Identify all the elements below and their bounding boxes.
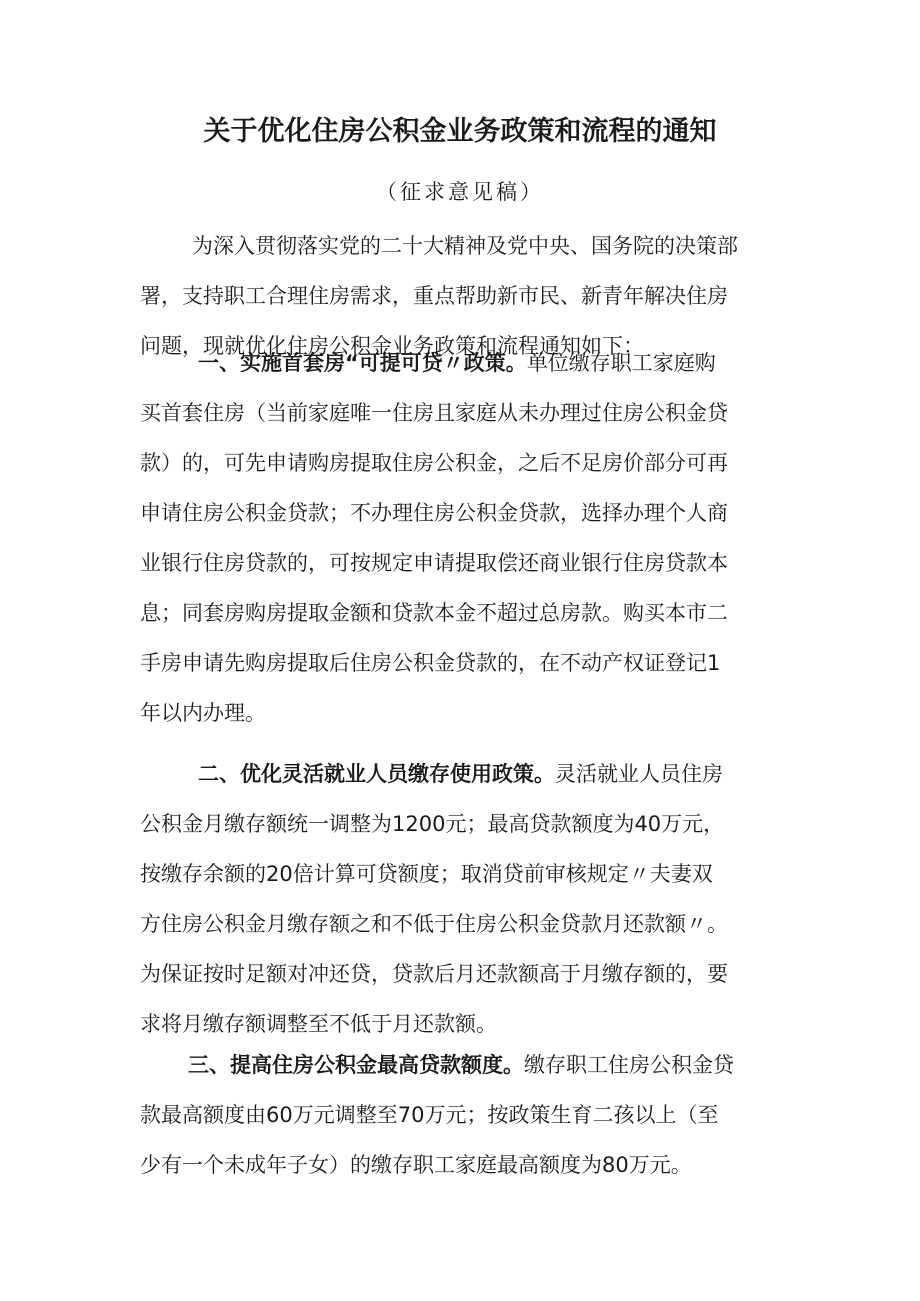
section-2-lead: 灵活就业人员住房 bbox=[555, 762, 723, 786]
paragraph-line: 少有一个未成年子女）的缴存职工家庭最高额度为80万元。 bbox=[140, 1153, 692, 1177]
paragraph-line: 方住房公积金月缴存额之和不低于住房公积金贷款月还款额〃。 bbox=[140, 912, 728, 936]
section-2-heading: 二、优化灵活就业人员缴存使用政策。 bbox=[198, 762, 555, 786]
paragraph-line: 按缴存余额的20倍计算可贷额度；取消贷前审核规定〃夫妻双 bbox=[140, 862, 713, 886]
paragraph-line: 款）的，可先申请购房提取住房公积金，之后不足房价部分可再 bbox=[140, 451, 728, 475]
section-2-paragraph bbox=[140, 749, 800, 1049]
section-3-lead: 缴存职工住房公积金贷 bbox=[524, 1053, 734, 1077]
document-title: 关于优化住房公积金业务政策和流程的通知 bbox=[203, 116, 717, 147]
paragraph-line: 申请住房公积金贷款；不办理住房公积金贷款，选择办理个人商 bbox=[140, 501, 728, 525]
section-3-paragraph bbox=[140, 1040, 800, 1190]
paragraph-line bbox=[140, 749, 800, 799]
paragraph-line: 买首套住房（当前家庭唯一住房且家庭从未办理过住房公积金贷 bbox=[140, 401, 728, 425]
paragraph-line: 年以内办理。 bbox=[140, 701, 266, 725]
paragraph-line: 业银行住房贷款的，可按规定申请提取偿还商业银行住房贷款本 bbox=[140, 551, 728, 575]
paragraph-line: 求将月缴存额调整至不低于月还款额。 bbox=[140, 1012, 497, 1036]
section-1-heading: 一、实施首套房“可提可贷〃政策。 bbox=[198, 351, 527, 375]
paragraph-line: 为深入贯彻落实党的二十大精神及党中央、国务院的决策部 bbox=[192, 234, 738, 258]
paragraph-line: 款最高额度由60万元调整至70万元；按政策生育二孩以上（至 bbox=[140, 1103, 719, 1127]
section-1-lead: 单位缴存职工家庭购 bbox=[526, 351, 716, 375]
section-1-paragraph bbox=[140, 338, 800, 738]
paragraph-line: 公积金月缴存额统一调整为1200元；最高贷款额度为40万元， bbox=[140, 812, 725, 836]
paragraph-line: 手房申请先购房提取后住房公积金贷款的，在不动产权证登记1 bbox=[140, 651, 721, 675]
paragraph-line: 息；同套房购房提取金额和贷款本金不超过总房款。购买本市二 bbox=[140, 601, 728, 625]
paragraph-line bbox=[140, 1040, 800, 1090]
paragraph-line: 问题，现就优化住房公积金业务政策和流程通知如下： bbox=[140, 334, 644, 358]
document-subtitle: （征求意见稿） bbox=[376, 180, 544, 204]
paragraph-line: 为保证按时足额对冲还贷，贷款后月还款额高于月缴存额的，要 bbox=[140, 962, 728, 986]
section-3-heading: 三、提高住房公积金最高贷款额度。 bbox=[188, 1053, 524, 1077]
paragraph-line: 署，支持职工合理住房需求，重点帮助新市民、新青年解决住房 bbox=[140, 284, 728, 308]
paragraph-line bbox=[140, 338, 800, 388]
